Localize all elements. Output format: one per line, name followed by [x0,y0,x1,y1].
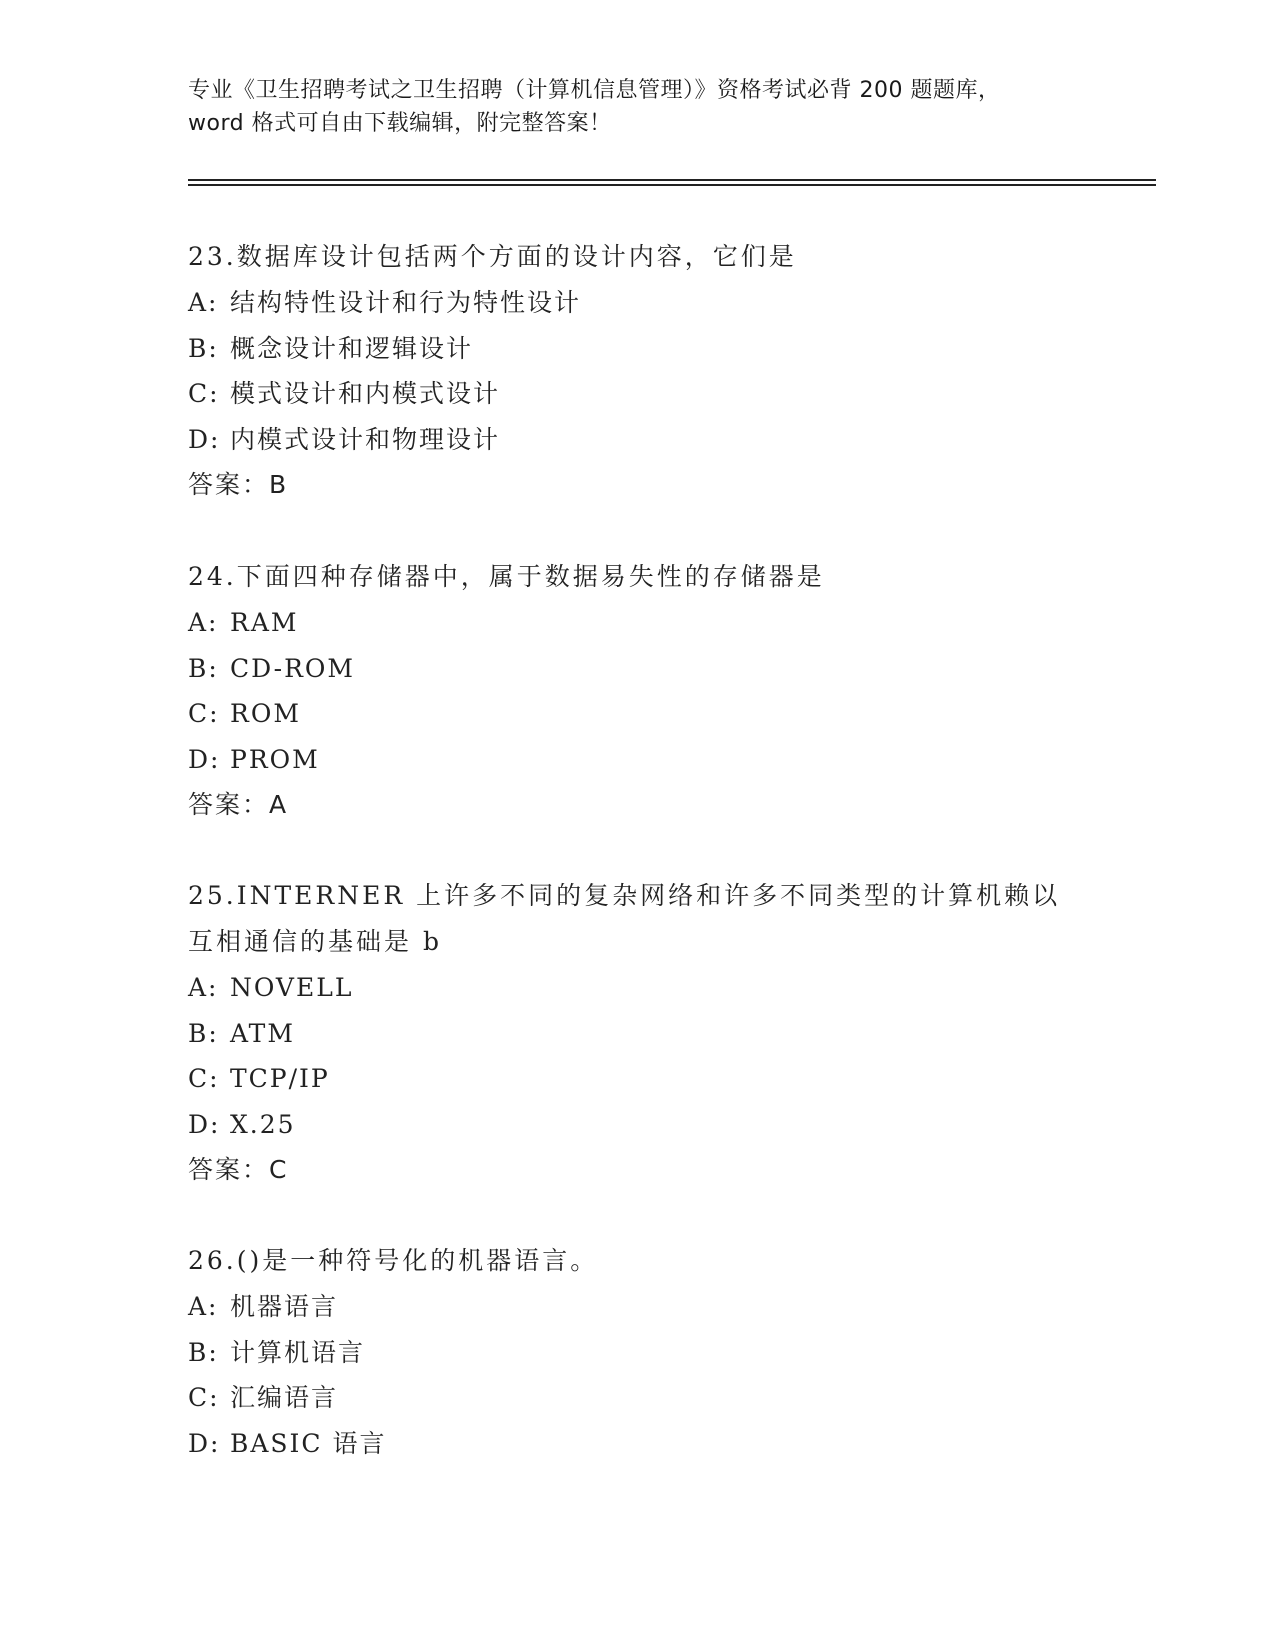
option-c [188,1375,1088,1421]
option-a [188,1284,1088,1330]
option-letter: D: [188,1428,221,1458]
option-letter: B: [188,1337,219,1367]
question-26 [188,1238,1088,1466]
option-letter: B: [188,333,219,363]
answer-line: 答案：A [188,790,289,819]
option-letter: C: [188,1383,220,1412]
option-text: ATM [230,1018,295,1048]
question-stem: 24.下面四种存储器中，属于数据易失性的存储器是 [188,562,825,591]
option-text: 概念设计和逻辑设计 [230,333,474,363]
option-c [188,371,1088,417]
header-divider-bottom [188,184,1156,186]
option-b [188,326,1088,372]
option-text: CD-ROM [230,653,356,683]
option-d [188,1102,1088,1148]
option-letter: C: [188,379,220,408]
header-title-line-1: 专业《卫生招聘考试之卫生招聘（计算机信息管理）》资格考试必背 200 题题库， [188,78,1001,103]
option-letter: A: [188,973,219,1002]
option-text: 内模式设计和物理设计 [230,424,501,454]
option-a [188,965,1088,1011]
option-text: 机器语言 [230,1292,339,1321]
option-text: RAM [230,608,299,637]
question-25 [188,873,1088,1193]
option-d [188,737,1088,783]
answer-line: 答案：B [188,470,289,499]
question-23 [188,234,1088,508]
option-letter: D: [188,424,221,454]
option-letter: A: [188,1292,219,1321]
option-text: BASIC 语言 [230,1428,387,1458]
option-text: TCP/IP [230,1064,330,1093]
option-c [188,1056,1088,1102]
option-letter: C: [188,1064,220,1093]
option-letter: D: [188,744,221,774]
option-text: 模式设计和内模式设计 [230,379,501,408]
option-letter: A: [188,608,219,637]
option-letter: C: [188,699,220,728]
question-24 [188,554,1088,828]
option-text: ROM [230,699,301,728]
option-b [188,1011,1088,1057]
option-text: 结构特性设计和行为特性设计 [230,288,582,317]
option-c [188,691,1088,737]
option-letter: B: [188,1018,219,1048]
option-d [188,417,1088,463]
header-title-line-2: word 格式可自由下载编辑，附完整答案！ [188,111,612,136]
question-stem: 25.INTERNER 上许多不同的复杂网络和许多不同类型的计算机赖以互相通信的基础是 b [188,881,1061,956]
option-b [188,646,1088,692]
option-text: 计算机语言 [230,1337,366,1367]
answer-line: 答案：C [188,1155,289,1184]
option-b [188,1330,1088,1376]
document-header [188,74,1088,140]
question-stem: 26.()是一种符号化的机器语言。 [188,1246,599,1275]
option-a [188,600,1088,646]
option-a [188,280,1088,326]
option-letter: B: [188,653,219,683]
option-text: PROM [230,744,320,774]
option-text: 汇编语言 [230,1383,339,1412]
option-letter: D: [188,1109,221,1139]
option-d [188,1421,1088,1467]
header-divider-top [188,179,1156,181]
option-text: NOVELL [230,973,354,1002]
option-text: X.25 [230,1109,296,1139]
option-letter: A: [188,288,219,317]
question-stem: 23.数据库设计包括两个方面的设计内容，它们是 [188,242,797,271]
